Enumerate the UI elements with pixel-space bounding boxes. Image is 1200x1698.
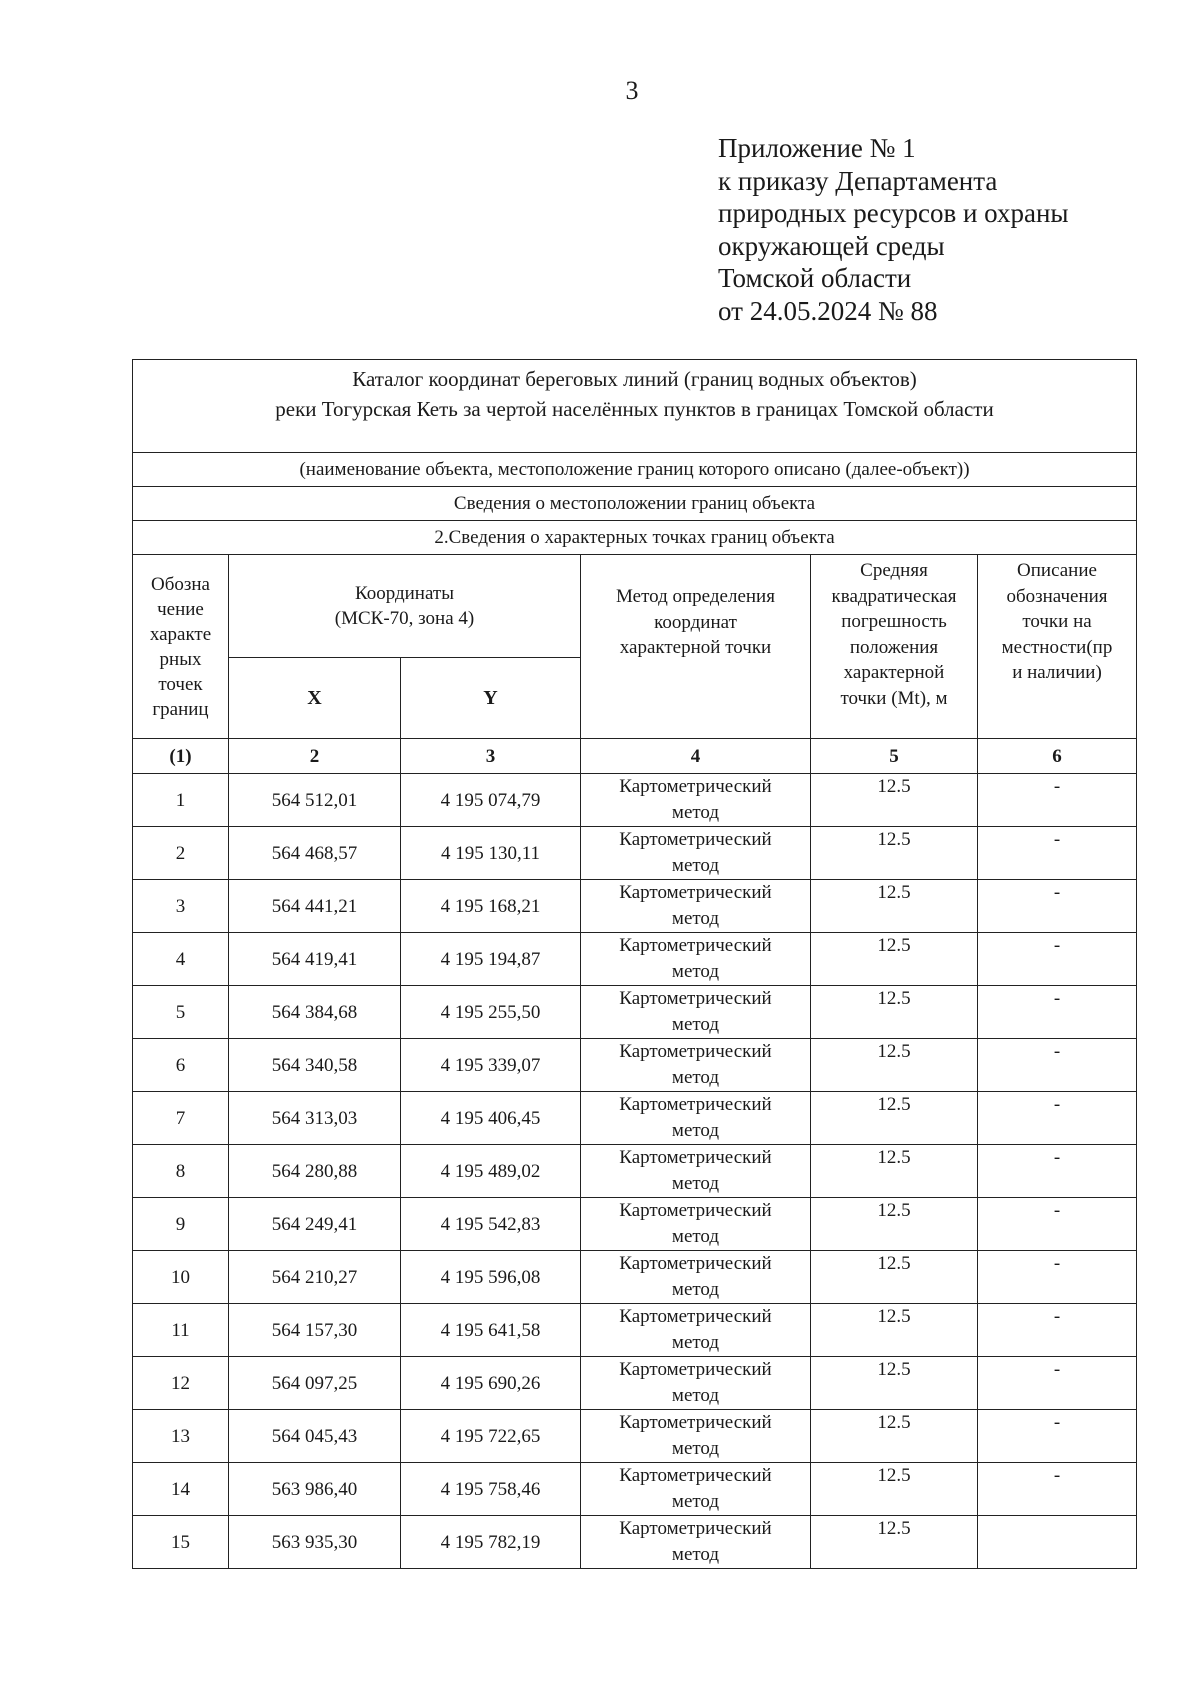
header-text: погрешность [841, 611, 947, 632]
cell-point-number: 8 [133, 1145, 229, 1198]
cell-description: - [978, 1145, 1137, 1198]
table-row [133, 1145, 1137, 1198]
method-line: Картометрический [619, 776, 772, 797]
cell-x: 564 157,30 [229, 1304, 401, 1357]
cell-x: 563 986,40 [229, 1463, 401, 1516]
header-text: Описание [1017, 560, 1097, 581]
appendix-line: к приказу Департамента [718, 165, 998, 196]
cell-mean-error: 12.5 [811, 1092, 978, 1145]
table-row [133, 1357, 1137, 1410]
cell-x: 564 340,58 [229, 1039, 401, 1092]
table-row [133, 1516, 1137, 1569]
cell-y: 4 195 489,02 [401, 1145, 581, 1198]
header-text: рных [159, 648, 202, 670]
cell-x: 564 249,41 [229, 1198, 401, 1251]
cell-description: - [978, 1198, 1137, 1251]
cell-y: 4 195 074,79 [401, 774, 581, 827]
header-text: Средняя [860, 560, 928, 581]
cell-x: 564 441,21 [229, 880, 401, 933]
header-method [581, 555, 811, 739]
cell-description: - [978, 986, 1137, 1039]
column-index: 4 [581, 739, 811, 774]
appendix-line: Томской области [718, 263, 912, 293]
table-row [133, 1198, 1137, 1251]
method-line: метод [671, 1226, 720, 1247]
cell-point-number: 15 [133, 1516, 229, 1569]
header-text: (МСК-70, зона 4) [334, 608, 475, 629]
header-text: местности(пр [1001, 636, 1113, 658]
cell-y: 4 195 690,26 [401, 1357, 581, 1410]
cell-x: 564 045,43 [229, 1410, 401, 1463]
cell-mean-error: 12.5 [811, 1357, 978, 1410]
method-line: Картометрический [619, 1412, 772, 1433]
cell-point-number: 14 [133, 1463, 229, 1516]
method-line: метод [671, 1491, 720, 1512]
cell-y: 4 195 255,50 [401, 986, 581, 1039]
cell-mean-error: 12.5 [811, 827, 978, 880]
header-text: положения [849, 636, 939, 658]
cell-mean-error: 12.5 [811, 1251, 978, 1304]
column-index: 5 [811, 739, 978, 774]
column-index: 3 [401, 739, 581, 774]
header-text: Обозна [151, 573, 210, 595]
cell-x: 564 419,41 [229, 933, 401, 986]
method-line: Картометрический [619, 1253, 772, 1274]
cell-point-number: 4 [133, 933, 229, 986]
cell-method [581, 1145, 811, 1198]
method-line: Картометрический [619, 1094, 772, 1115]
cell-mean-error: 12.5 [811, 774, 978, 827]
cell-mean-error: 12.5 [811, 880, 978, 933]
method-line: метод [671, 1014, 720, 1035]
header-text: обозначения [1006, 585, 1108, 607]
header-coordinates [229, 555, 581, 658]
cell-point-number: 5 [133, 986, 229, 1039]
appendix-line: окружающей среды [718, 230, 945, 261]
column-index: (1) [133, 739, 229, 774]
cell-description [978, 1516, 1137, 1569]
cell-description: - [978, 1357, 1137, 1410]
method-line: Картометрический [619, 1041, 772, 1062]
header-text: характерной [843, 662, 945, 683]
cell-description: - [978, 933, 1137, 986]
cell-y: 4 195 130,11 [401, 827, 581, 880]
cell-x: 564 512,01 [229, 774, 401, 827]
cell-method [581, 774, 811, 827]
table-row [133, 827, 1137, 880]
method-line: метод [671, 1279, 720, 1300]
header-description [978, 555, 1137, 739]
cell-y: 4 195 339,07 [401, 1039, 581, 1092]
method-line: Картометрический [619, 1465, 772, 1486]
table-row [133, 1410, 1137, 1463]
cell-y: 4 195 168,21 [401, 880, 581, 933]
table-row [133, 1251, 1137, 1304]
cell-point-number: 10 [133, 1251, 229, 1304]
method-line: Картометрический [619, 1147, 772, 1168]
cell-mean-error: 12.5 [811, 1145, 978, 1198]
cell-mean-error: 12.5 [811, 1198, 978, 1251]
table-row [133, 1092, 1137, 1145]
cell-method [581, 1304, 811, 1357]
cell-method [581, 1198, 811, 1251]
method-line: Картометрический [619, 988, 772, 1009]
cell-mean-error: 12.5 [811, 933, 978, 986]
method-line: Картометрический [619, 882, 772, 903]
header-text: точек [158, 673, 203, 695]
cell-method [581, 933, 811, 986]
cell-method [581, 1092, 811, 1145]
cell-point-number: 3 [133, 880, 229, 933]
cell-description: - [978, 774, 1137, 827]
cell-mean-error: 12.5 [811, 1516, 978, 1569]
appendix-header [718, 132, 1168, 327]
header-x: X [229, 658, 401, 739]
method-line: метод [671, 1332, 720, 1353]
column-index: 2 [229, 739, 401, 774]
page-number: 3 [625, 76, 639, 105]
header-text: координат [654, 611, 737, 633]
table-row [133, 1463, 1137, 1516]
catalog-title-line: реки Тогурская Кеть за чертой населённых пунктов в границах Томской области [275, 397, 994, 421]
cell-y: 4 195 596,08 [401, 1251, 581, 1304]
header-text: и наличии) [1012, 662, 1102, 683]
column-index: 6 [978, 739, 1137, 774]
cell-point-number: 7 [133, 1092, 229, 1145]
method-line: метод [671, 1438, 720, 1459]
cell-x: 564 097,25 [229, 1357, 401, 1410]
header-mean-error [811, 555, 978, 739]
cell-x: 564 313,03 [229, 1092, 401, 1145]
header-y: Y [401, 658, 581, 739]
method-line: метод [671, 1544, 720, 1565]
header-text: Координаты [355, 583, 454, 604]
cell-point-number: 6 [133, 1039, 229, 1092]
cell-y: 4 195 722,65 [401, 1410, 581, 1463]
cell-description: - [978, 1092, 1137, 1145]
section-title: Сведения о местоположении границ объекта [133, 487, 1137, 521]
cell-y: 4 195 758,46 [401, 1463, 581, 1516]
cell-description: - [978, 1039, 1137, 1092]
cell-method [581, 1251, 811, 1304]
header-point-designation [133, 555, 229, 739]
method-line: метод [671, 1385, 720, 1406]
cell-method [581, 827, 811, 880]
header-text: точки на [1022, 611, 1092, 632]
cell-method [581, 1410, 811, 1463]
header-text: точки (Mt), м [840, 687, 948, 709]
header-text: характерной точки [619, 637, 772, 658]
table-row [133, 933, 1137, 986]
method-line: Картометрический [619, 935, 772, 956]
header-text: характе [149, 623, 212, 645]
cell-mean-error: 12.5 [811, 1304, 978, 1357]
method-line: метод [671, 1067, 720, 1088]
cell-point-number: 9 [133, 1198, 229, 1251]
header-text: квадратическая [831, 585, 957, 607]
table-row [133, 1304, 1137, 1357]
cell-y: 4 195 641,58 [401, 1304, 581, 1357]
method-line: Картометрический [619, 829, 772, 850]
catalog-title-line: Каталог координат береговых линий (границ водных объектов) [352, 367, 917, 391]
cell-x: 564 280,88 [229, 1145, 401, 1198]
table-row [133, 986, 1137, 1039]
method-line: метод [671, 1120, 720, 1141]
header-text: Метод определения [616, 586, 775, 607]
method-line: Картометрический [619, 1359, 772, 1380]
column-index-row [133, 739, 1137, 774]
method-line: метод [671, 1173, 720, 1194]
cell-point-number: 11 [133, 1304, 229, 1357]
header-text: границ [152, 698, 209, 720]
coordinates-catalog-table [132, 359, 1137, 1569]
cell-description: - [978, 1304, 1137, 1357]
cell-method [581, 1463, 811, 1516]
cell-method [581, 986, 811, 1039]
table-row [133, 774, 1137, 827]
cell-y: 4 195 406,45 [401, 1092, 581, 1145]
cell-method [581, 1357, 811, 1410]
header-text: чение [157, 598, 204, 620]
cell-mean-error: 12.5 [811, 986, 978, 1039]
cell-method [581, 1039, 811, 1092]
subsection-title: 2.Сведения о характерных точках границ объекта [133, 521, 1137, 555]
cell-mean-error: 12.5 [811, 1410, 978, 1463]
table-row [133, 880, 1137, 933]
method-line: Картометрический [619, 1518, 772, 1539]
cell-point-number: 13 [133, 1410, 229, 1463]
method-line: Картометрический [619, 1200, 772, 1221]
cell-description: - [978, 827, 1137, 880]
cell-y: 4 195 194,87 [401, 933, 581, 986]
method-line: метод [671, 961, 720, 982]
method-line: Картометрический [619, 1306, 772, 1327]
object-caption: (наименование объекта, местоположение границ которого описано (далее-объект)) [133, 453, 1137, 487]
cell-point-number: 12 [133, 1357, 229, 1410]
appendix-line: Приложение № 1 [718, 133, 916, 163]
cell-x: 564 210,27 [229, 1251, 401, 1304]
cell-x: 563 935,30 [229, 1516, 401, 1569]
cell-y: 4 195 542,83 [401, 1198, 581, 1251]
catalog-title [133, 360, 1137, 453]
cell-x: 564 384,68 [229, 986, 401, 1039]
cell-description: - [978, 880, 1137, 933]
cell-description: - [978, 1251, 1137, 1304]
method-line: метод [671, 802, 720, 823]
cell-description: - [978, 1463, 1137, 1516]
cell-mean-error: 12.5 [811, 1039, 978, 1092]
cell-y: 4 195 782,19 [401, 1516, 581, 1569]
cell-method [581, 880, 811, 933]
method-line: метод [671, 908, 720, 929]
table-row [133, 1039, 1137, 1092]
cell-point-number: 2 [133, 827, 229, 880]
cell-point-number: 1 [133, 774, 229, 827]
cell-method [581, 1516, 811, 1569]
appendix-line: природных ресурсов и охраны [718, 198, 1069, 228]
cell-x: 564 468,57 [229, 827, 401, 880]
method-line: метод [671, 855, 720, 876]
cell-description: - [978, 1410, 1137, 1463]
appendix-line: от 24.05.2024 № 88 [718, 295, 938, 326]
cell-mean-error: 12.5 [811, 1463, 978, 1516]
